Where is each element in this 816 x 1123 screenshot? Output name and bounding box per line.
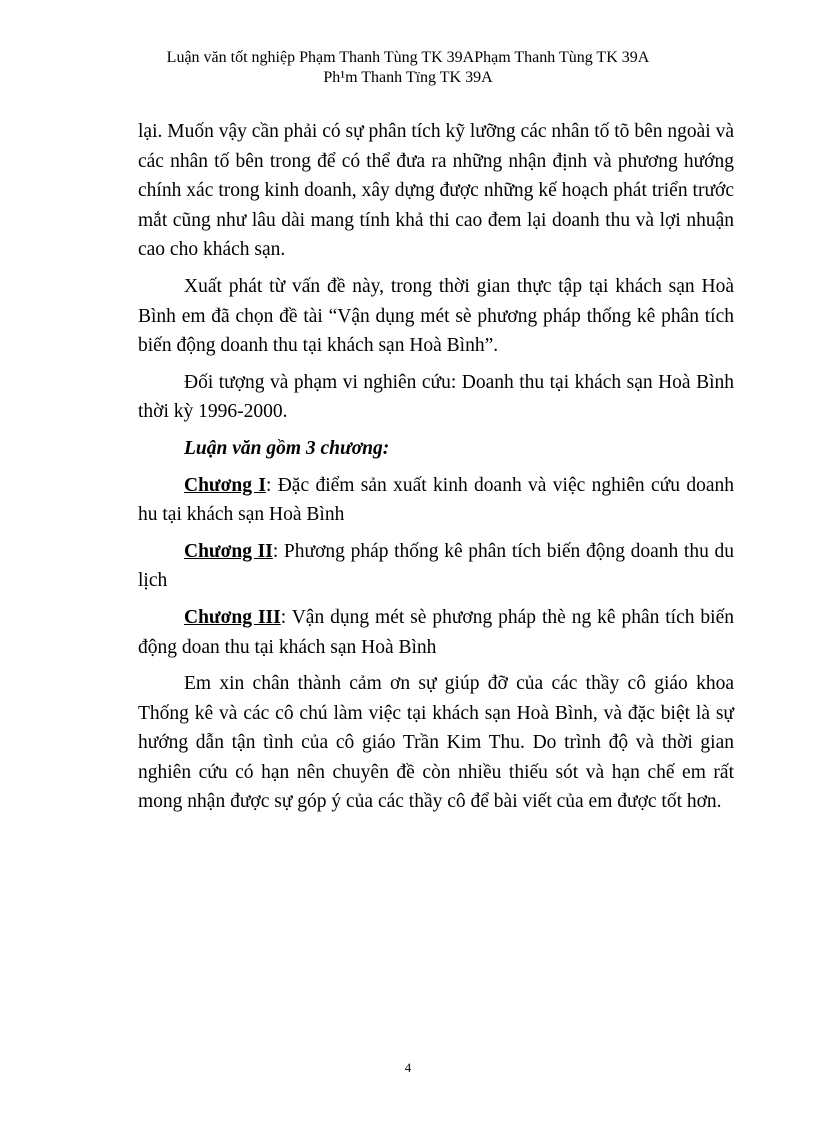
chapters-heading [138, 434, 734, 464]
document-body [138, 117, 734, 824]
chapter-description: : Vận dụng mét sè phương pháp thè ng kê phân tích biến động doan thu tại khách sạn Hoà Bình [138, 606, 734, 658]
chapters-heading-colon: : [382, 437, 390, 459]
chapter-item-1 [138, 471, 734, 530]
chapter-item-2 [138, 537, 734, 596]
chapters-heading-text: Luận văn gồm 3 chương [184, 437, 383, 459]
chapter-label: Chương III [184, 606, 281, 628]
header-line-1: Luận văn tốt nghiệp Phạm Thanh Tùng TK 39APhạm Thanh Tùng TK 39A [166, 49, 650, 66]
chapter-description: : Phương pháp thống kê phân tích biến động doanh thu du lịch [138, 540, 734, 592]
chapter-label: Chương I [184, 474, 266, 496]
chapter-label: Chương II [184, 540, 273, 562]
paragraph-scope: Đối tượng và phạm vi nghiên cứu: Doanh thu tại khách sạn Hoà Bình thời kỳ 1996-2000. [138, 371, 734, 423]
page-header [0, 48, 816, 88]
paragraph-acknowledgement: Em xin chân thành cảm ơn sự giúp đỡ của các thầy cô giáo khoa Thống kê và các cô chú làm việc tại khách sạn Hoà Bình, và đặc biệt là sự hướng dẫn tận tình của cô giáo Trần Kim Thu. Do trình độ và thời gian nghiên cứu có hạn nên chuyên đề còn nhiều thiếu sót và hạn chế em rất mong nhận được sự góp ý của các thầy cô để bài viết của em được tốt hơn. [138, 673, 734, 813]
chapter-description: : Đặc điểm sản xuất kinh doanh và việc nghiên cứu doanh hu tại khách sạn Hoà Bình [138, 474, 734, 526]
paragraph-topic: Xuất phát từ vấn đề này, trong thời gian thực tập tại khách sạn Hoà Bình em đã chọn đề tài “Vận dụng mét sè phương pháp thống kê phân tích biến động doanh thu tại khách sạn Hoà Bình”. [138, 275, 734, 357]
header-line-2: Ph¹m Thanh Tïng TK 39A [323, 69, 493, 86]
paragraph-continuation: lại. Muốn vậy cần phải có sự phân tích kỹ lưỡng các nhân tố tõ bên ngoài và các nhân tố bên trong để có thể đưa ra những nhận định và phương hướng chính xác trong kinh doanh, xây dựng được những kế hoạch phát triển trước mắt cũng như lâu dài mang tính khả thi cao đem lại doanh thu và lợi nhuận cao cho khách sạn. [138, 121, 734, 261]
page-number: 4 [404, 1060, 412, 1075]
chapter-item-3 [138, 603, 734, 662]
